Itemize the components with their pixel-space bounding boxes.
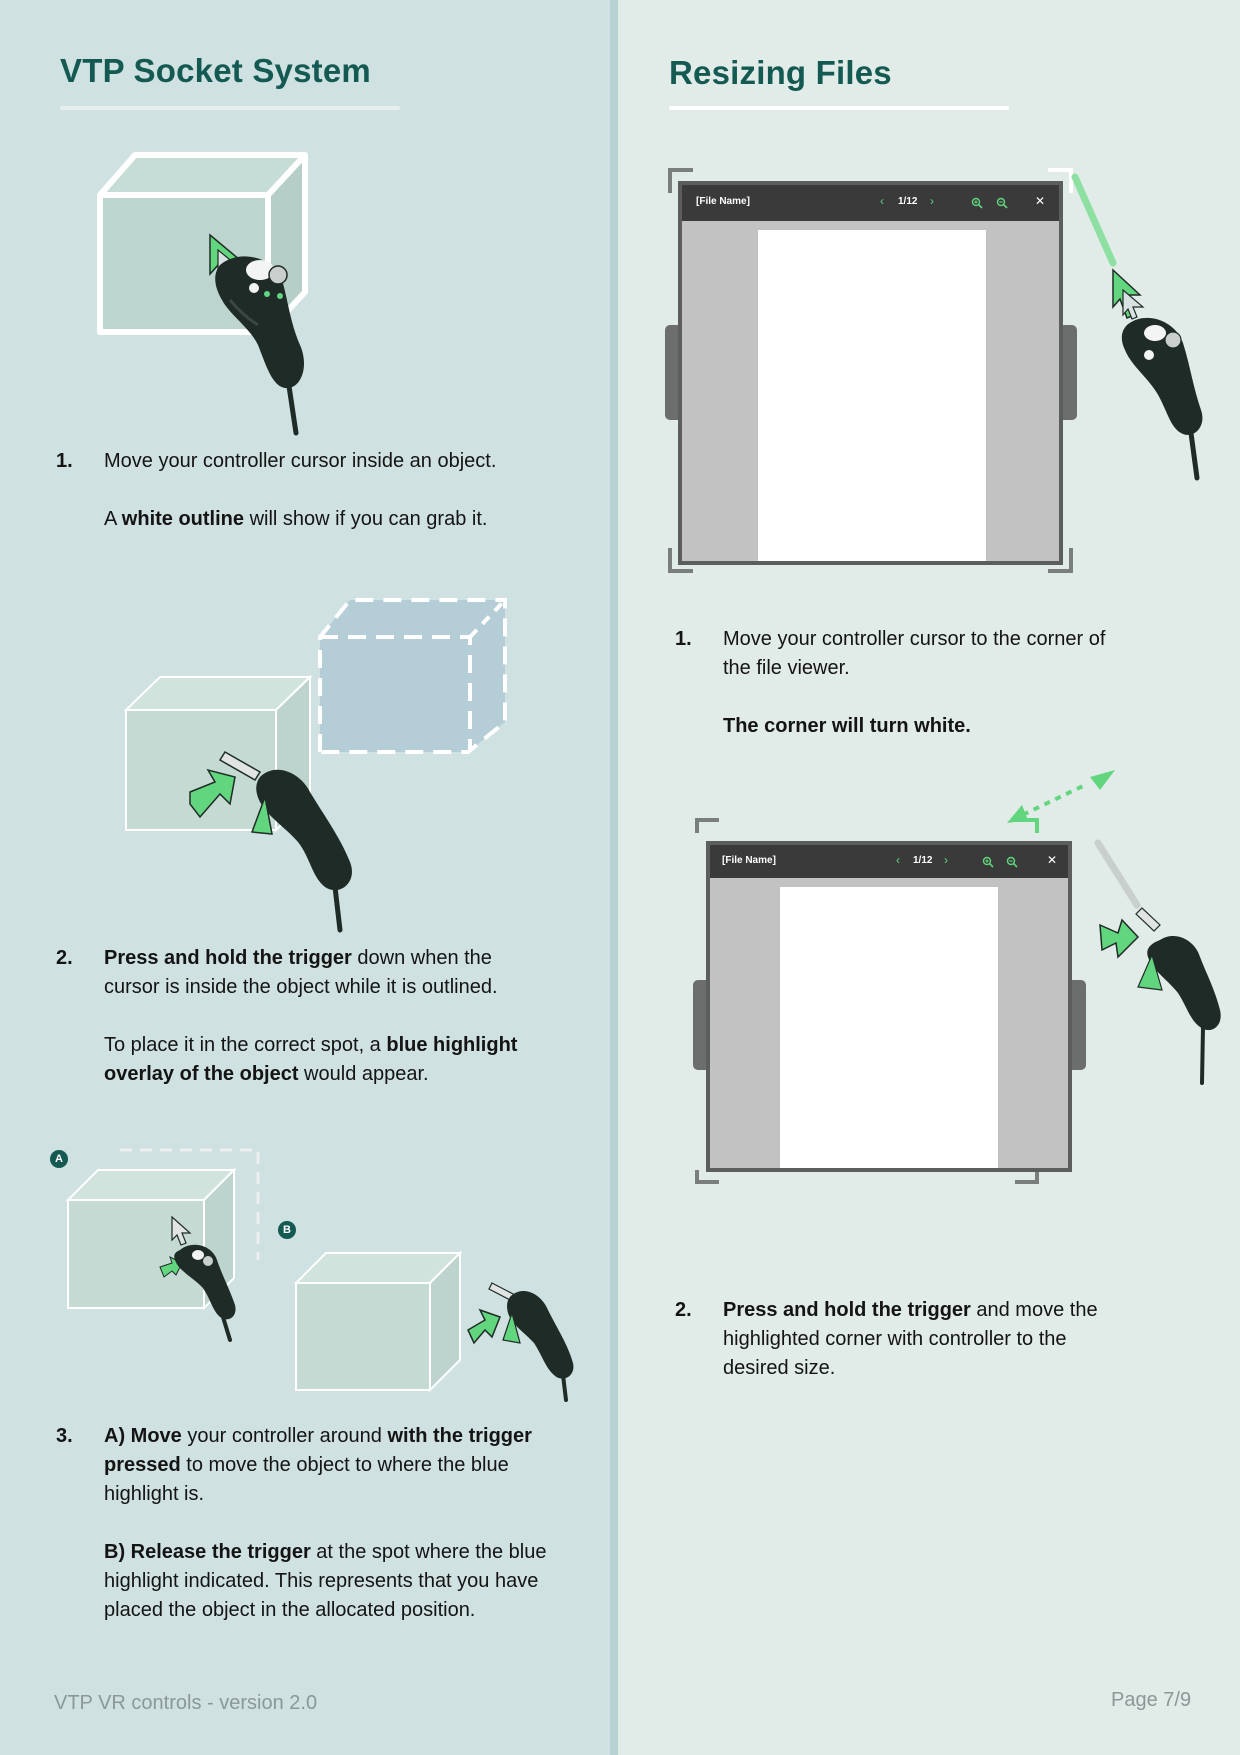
footer-page-number: Page 7/9 xyxy=(1111,1689,1192,1711)
file-viewer-illustration-1 xyxy=(665,165,1225,585)
viewer-frame-graphics xyxy=(665,165,1225,585)
illustration-cube-outline xyxy=(90,150,350,440)
close-icon[interactable]: ✕ xyxy=(1047,853,1058,867)
illustration-grab-highlight xyxy=(120,592,520,932)
step-text: The corner will turn white. xyxy=(723,715,971,737)
viewer-toolbar xyxy=(682,185,1059,221)
zoom-out-icon[interactable] xyxy=(996,197,1008,209)
zoom-in-icon[interactable] xyxy=(982,856,994,868)
step-text: A) Move your controller around with the trigger pressed to move the object to where the blue highlight is. xyxy=(104,1425,532,1505)
step-text: Move your controller cursor inside an object. xyxy=(104,450,497,472)
left-step-3 xyxy=(104,1422,574,1625)
step-text: To place it in the correct spot, a blue highlight overlay of the object would appear. xyxy=(104,1034,518,1085)
badge-a: A xyxy=(50,1150,68,1168)
vr-controller-icon xyxy=(252,770,352,930)
title-underline xyxy=(669,106,1009,110)
viewer-frame-graphics xyxy=(690,765,1230,1220)
viewer-toolbar xyxy=(710,845,1068,878)
step-text: Press and hold the trigger down when the cursor is inside the object while it is outlined. xyxy=(104,947,498,998)
title-underline xyxy=(60,106,400,110)
chevron-left-icon[interactable]: ‹ xyxy=(896,853,900,867)
right-step-1 xyxy=(723,625,1123,741)
close-icon[interactable]: ✕ xyxy=(1035,194,1046,208)
section-title-socket-system: VTP Socket System xyxy=(60,52,371,89)
illustration-move-release xyxy=(60,1145,590,1405)
left-step-2 xyxy=(104,944,544,1089)
step-number: 2. xyxy=(56,947,73,969)
step-text: Move your controller cursor to the corner of the file viewer. xyxy=(723,628,1106,679)
chevron-left-icon[interactable]: ‹ xyxy=(880,194,884,208)
page-indicator: 1/12 xyxy=(913,855,933,866)
file-viewer-illustration-2 xyxy=(690,765,1230,1220)
step-text: Press and hold the trigger and move the highlighted corner with controller to the desired size. xyxy=(723,1299,1098,1379)
step-text: A white outline will show if you can grab it. xyxy=(104,508,488,530)
chevron-right-icon[interactable]: › xyxy=(930,194,934,208)
step-text: B) Release the trigger at the spot where the blue highlight indicated. This represents that you have placed the object in the allocated position. xyxy=(104,1541,547,1621)
right-step-2 xyxy=(723,1296,1123,1383)
viewer-file-name: [File Name] xyxy=(722,855,776,866)
step-number: 1. xyxy=(675,628,692,650)
state-b xyxy=(296,1253,573,1400)
left-step-1 xyxy=(104,447,594,534)
zoom-in-icon[interactable] xyxy=(971,197,983,209)
zoom-out-icon[interactable] xyxy=(1006,856,1018,868)
chevron-right-icon[interactable]: › xyxy=(944,853,948,867)
state-a xyxy=(68,1150,258,1340)
step-number: 1. xyxy=(56,450,73,472)
viewer-file-name: [File Name] xyxy=(696,196,750,207)
badge-b: B xyxy=(278,1221,296,1239)
step-number: 3. xyxy=(56,1425,73,1447)
page-indicator: 1/12 xyxy=(898,196,918,207)
step-number: 2. xyxy=(675,1299,692,1321)
blue-highlight-cube xyxy=(320,600,505,752)
column-divider xyxy=(610,0,618,1755)
section-title-resizing-files: Resizing Files xyxy=(669,54,892,91)
footer-version: VTP VR controls - version 2.0 xyxy=(54,1692,318,1714)
